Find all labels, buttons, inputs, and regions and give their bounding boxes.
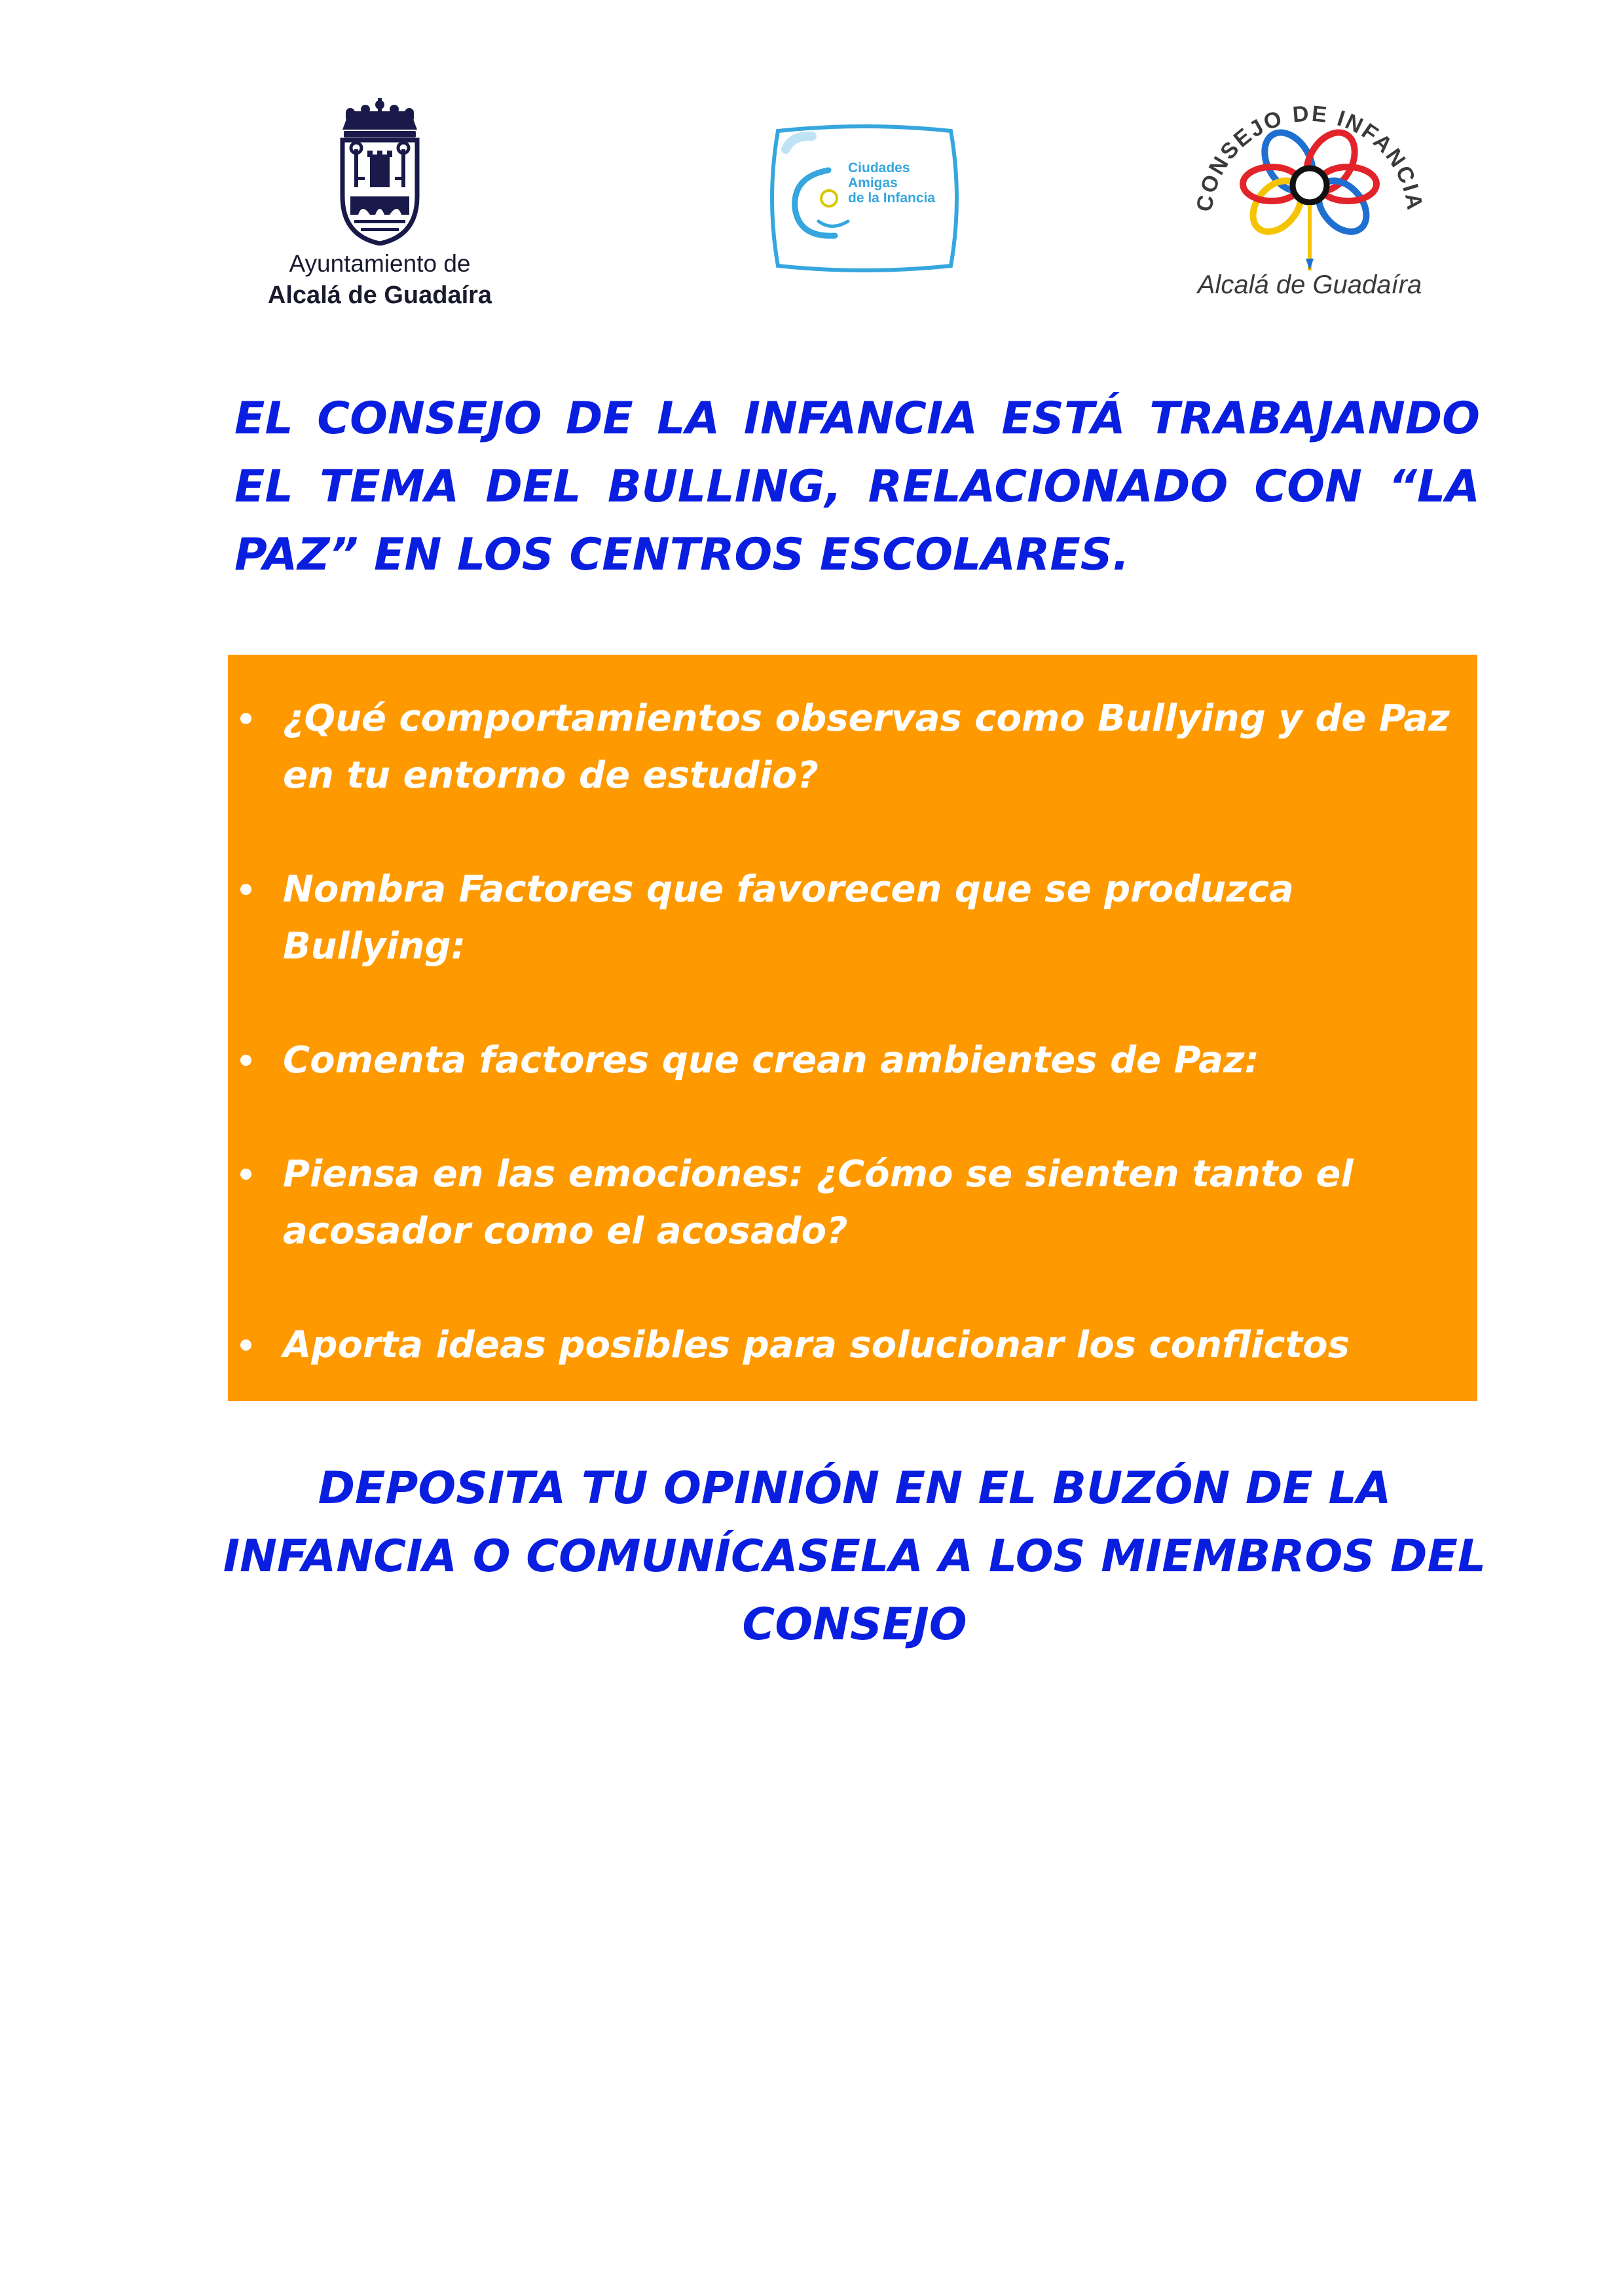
consejo-infancia-logo [1185, 95, 1434, 311]
questions-box [228, 655, 1477, 1401]
question-item [228, 1146, 1477, 1260]
question-item [228, 690, 1477, 804]
ayuntamiento-city-label: Alcalá de Guadaíra [267, 282, 492, 309]
ayuntamiento-label: Ayuntamiento de [289, 250, 471, 277]
ciudades-amigas-line: Amigas [848, 175, 898, 191]
call-to-action: DEPOSITA TU OPINIÓN EN EL BUZÓN DE LA INFANCIA O COMUNÍCASELA A LOS MIEMBROS DEL CONSEJO [223, 1463, 1486, 1650]
coat-of-arms-icon [259, 98, 501, 246]
consejo-flower-icon [1185, 95, 1434, 272]
questions-list [228, 690, 1477, 1430]
ciudades-amigas-text [848, 160, 959, 206]
question-item [228, 861, 1477, 975]
bullet-icon [240, 1339, 251, 1351]
question-text: Nombra Factores que favorecen que se produzca Bullying: [283, 868, 1294, 968]
consejo-arc-text: CONSEJO DE INFANCIA [1192, 101, 1428, 213]
question-item [228, 1317, 1477, 1374]
ayuntamiento-logo [259, 98, 501, 321]
consejo-city-label: Alcalá de Guadaíra [1197, 270, 1422, 299]
question-text: Piensa en las emociones: ¿Cómo se sienten tanto el acosador como el acosado? [283, 1153, 1354, 1252]
bullet-icon [240, 1169, 251, 1180]
bullet-icon [240, 884, 251, 895]
bullet-icon [240, 1055, 251, 1066]
question-text: ¿Qué comportamientos observas como Bullying y de Paz en tu entorno de estudio? [283, 697, 1450, 797]
question-text: Comenta factores que crean ambientes de Paz: [283, 1039, 1259, 1082]
ciudades-amigas-line: Ciudades [848, 160, 910, 175]
ciudades-amigas-line: de la Infancia [848, 191, 936, 206]
page-heading: EL CONSEJO DE LA INFANCIA ESTÁ TRABAJANDO EL TEMA DEL BULLING, RELACIONADO CON “LA PAZ” EN LOS CENTROS ESCOLARES. [234, 393, 1480, 581]
bullet-icon [240, 713, 251, 724]
ciudades-amigas-logo [766, 123, 963, 274]
question-item [228, 1032, 1477, 1089]
question-text: Aporta ideas posibles para solucionar los conflictos [283, 1324, 1350, 1366]
